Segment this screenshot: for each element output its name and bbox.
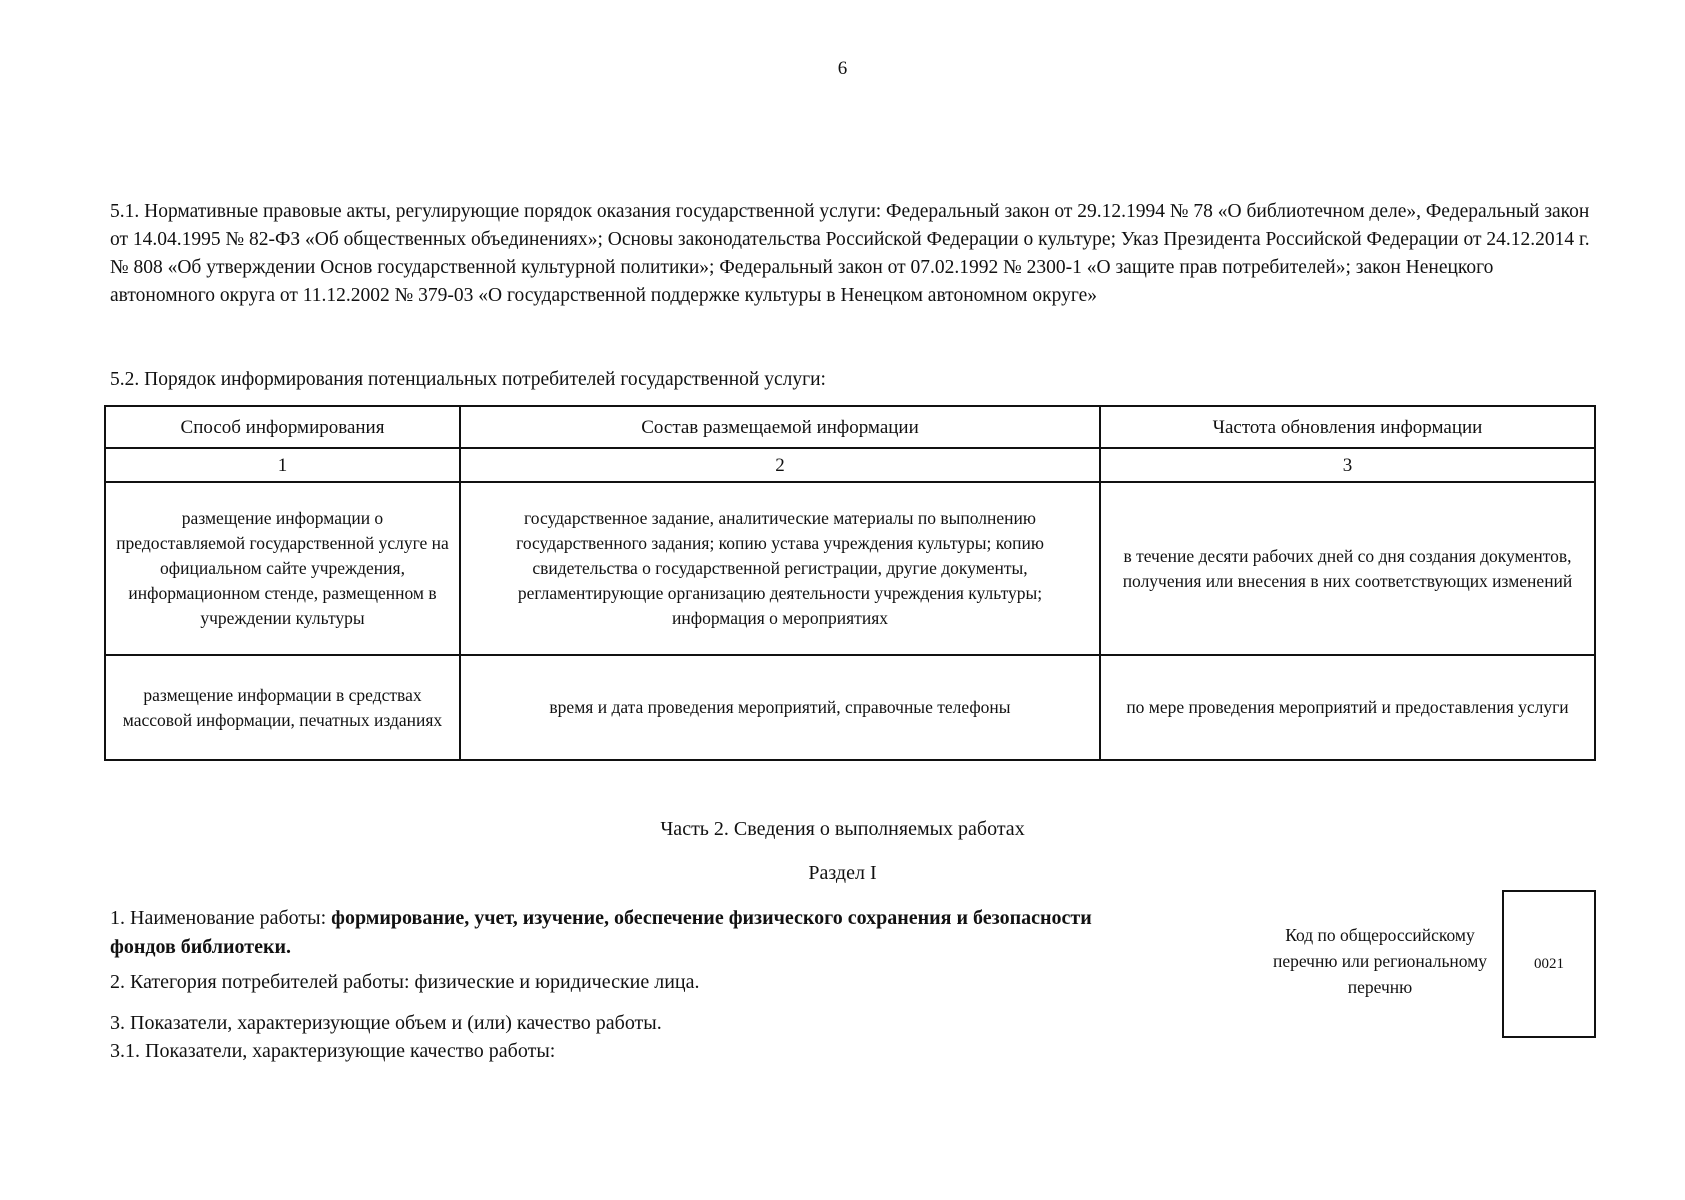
column-number: 1 [105, 448, 460, 482]
table-row [105, 482, 1595, 655]
table-header-cell: Состав размещаемой информации [460, 406, 1100, 448]
table-cell: в течение десяти рабочих дней со дня создания документов, получения или внесения в них соответствующих изменений [1100, 482, 1595, 655]
code-value: 0021 [1534, 955, 1564, 972]
table-cell: по мере проведения мероприятий и предоставления услуги [1100, 655, 1595, 760]
table-header-cell: Способ информирования [105, 406, 460, 448]
table-cell: размещение информации в средствах массовой информации, печатных изданиях [105, 655, 460, 760]
table-number-row [105, 448, 1595, 482]
section-title: Раздел I [808, 862, 877, 884]
section-5-2-heading: 5.2. Порядок информирования потенциальных потребителей государственной услуги: [110, 369, 826, 390]
table-header-cell: Частота обновления информации [1100, 406, 1595, 448]
code-box [1502, 890, 1596, 1038]
work-indicators: 3. Показатели, характеризующие объем и (или) качество работы. [110, 1012, 662, 1034]
column-number: 2 [460, 448, 1100, 482]
page-number: 6 [837, 58, 848, 79]
table-header-row [105, 406, 1595, 448]
table-cell: размещение информации о предоставляемой государственной услуге на официальном сайте учреждения, информационном стенде, размещенном в учреждении культуры [105, 482, 460, 655]
work-quality-indicators: 3.1. Показатели, характеризующие качество работы: [110, 1040, 556, 1062]
table-cell: государственное задание, аналитические материалы по выполнению государственного задания; копию устава учреждения культуры; копию свидетельства о государственной регистрации, другие документы, регламентирующие организацию деятельности учреждения культуры; информация о мероприятиях [460, 482, 1100, 655]
table-cell: время и дата проведения мероприятий, справочные телефоны [460, 655, 1100, 760]
code-label: Код по общероссийскому перечню или региональному перечню [1272, 925, 1488, 997]
work-name-prefix: 1. Наименование работы: [110, 907, 332, 929]
work-category: 2. Категория потребителей работы: физические и юридические лица. [110, 971, 700, 993]
table-row [105, 655, 1595, 760]
work-name [110, 904, 1110, 962]
part-2-title: Часть 2. Сведения о выполняемых работах [660, 818, 1025, 840]
section-5-1-paragraph: 5.1. Нормативные правовые акты, регулирующие порядок оказания государственной услуги: Федеральный закон от 29.12.1994 № 78 «О библиотечном деле», Федеральный закон от 14.04.1995 № 82-ФЗ «Об общественных объединениях»; Основы законодательства Российской Федерации о культуре; Указ Президента Российской Федерации от 24.12.2014 г. № 808 «Об утверждении Основ государственной культурной политики»; Федеральный закон от 07.02.1992 № 2300-1 «О защите прав потребителей»; закон Ненецкого автономного округа от 11.12.2002 № 379-03 «О государственной поддержке культуры в Ненецком автономном округе» [110, 201, 1590, 306]
work-name-value: формирование, учет, изучение, обеспечение физического сохранения и безопасности фондов библиотеки. [110, 907, 1092, 958]
column-number: 3 [1100, 448, 1595, 482]
informing-table [104, 405, 1596, 761]
